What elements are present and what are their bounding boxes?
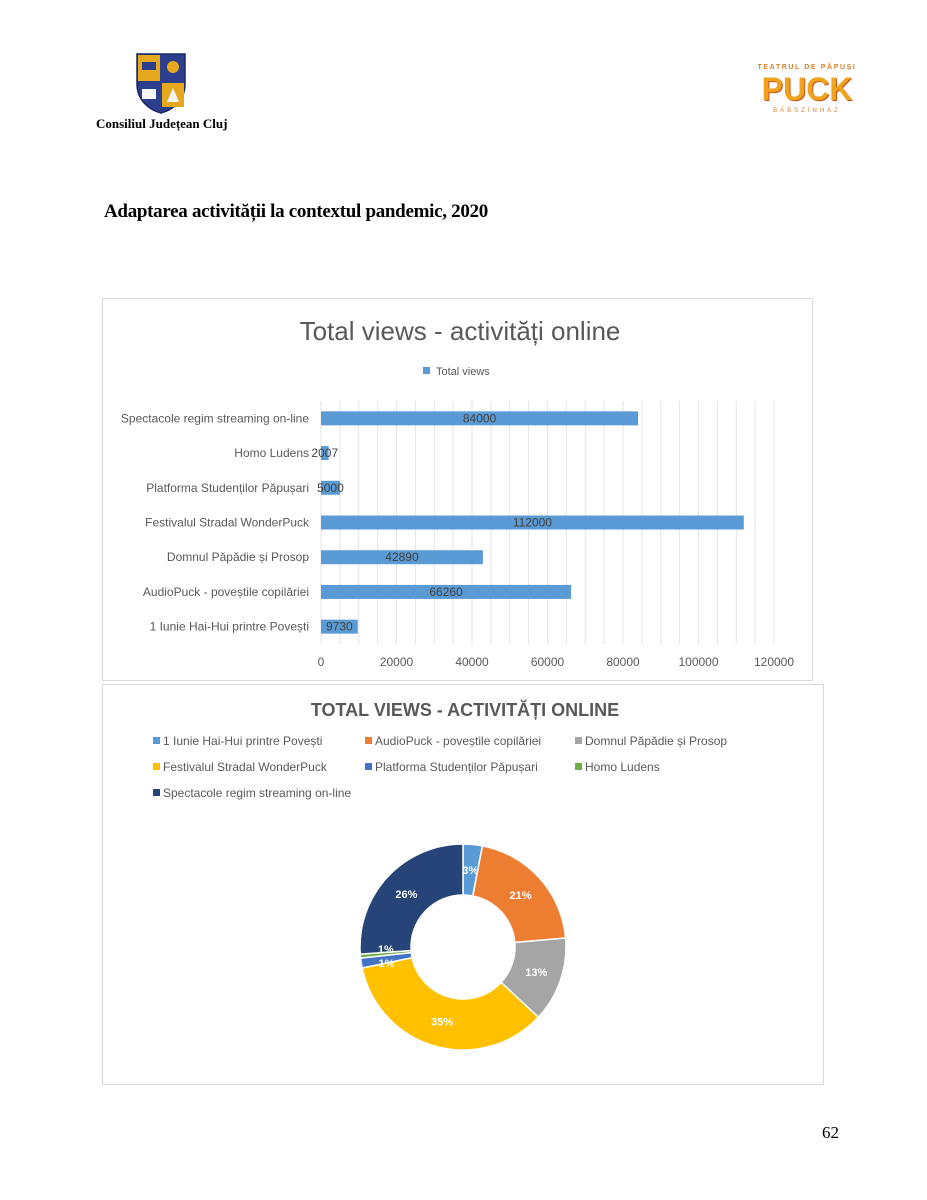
data-label: 5000 <box>317 480 344 495</box>
council-crest-logo <box>133 52 189 114</box>
category-label: Spectacole regim streaming on-line <box>120 411 309 426</box>
category-label: Domnul Păpădie și Prosop <box>166 550 309 565</box>
legend-label: Domnul Păpădie și Prosop <box>585 734 728 748</box>
bar-chart-container <box>102 298 813 681</box>
legend-label: Homo Ludens <box>585 760 660 774</box>
legend-swatch <box>153 737 160 744</box>
bar-chart-title: Total views - activități online <box>299 316 621 346</box>
legend-label: Platforma Studenților Păpușari <box>375 760 538 774</box>
legend-swatch <box>153 763 160 770</box>
legend-swatch <box>365 763 372 770</box>
legend-label: Spectacole regim streaming on-line <box>163 786 352 800</box>
data-label: 2007 <box>311 446 339 461</box>
x-tick-label: 20000 <box>379 655 414 669</box>
slice-percent-label: 26% <box>395 889 418 902</box>
council-name: Consiliul Județean Cluj <box>96 116 228 131</box>
data-label: 84000 <box>462 411 497 426</box>
x-tick-label: 40000 <box>455 655 489 669</box>
legend-label: AudioPuck - poveștile copilăriei <box>375 734 542 748</box>
legend-label: 1 Iunie Hai-Hui printre Povești <box>163 734 323 748</box>
doughnut-chart-container <box>102 684 824 1085</box>
logo-top-text: TEATRUL DE PĂPUȘI <box>757 64 857 71</box>
slice-percent-label: 1% <box>377 943 394 956</box>
x-tick-label: 100000 <box>678 655 719 669</box>
doughnut-chart <box>103 685 823 1084</box>
category-label: Platforma Studenților Păpușari <box>146 480 309 495</box>
page-number: 62 <box>822 1123 839 1142</box>
slice-percent-label: 21% <box>509 890 532 903</box>
category-label: AudioPuck - poveștile copilăriei <box>142 584 309 599</box>
legend-swatch <box>365 737 372 744</box>
slice-percent-label: 1% <box>378 958 395 971</box>
logo-main-text: PUCK <box>761 71 853 107</box>
x-tick-label: 80000 <box>606 655 640 669</box>
logo-bottom-text: BÁBSZÍNHÁZ <box>773 108 841 114</box>
bar-chart <box>103 299 812 680</box>
doughnut-legend <box>153 734 727 800</box>
bar-legend-swatch <box>423 367 430 374</box>
bar-x-ticks <box>318 655 795 669</box>
section-title: Adaptarea activității la contextul pandemic, 2020 <box>104 201 488 222</box>
x-tick-label: 120000 <box>753 655 795 669</box>
x-tick-label: 0 <box>317 655 325 669</box>
bar-category-labels <box>121 411 310 633</box>
legend-label: Festivalul Stradal WonderPuck <box>163 760 327 774</box>
category-label: Festivalul Stradal WonderPuck <box>145 515 309 530</box>
legend-swatch <box>575 737 582 744</box>
bar-series <box>311 411 743 633</box>
slice-percent-label: 13% <box>525 967 548 980</box>
slice-percent-label: 3% <box>462 864 479 877</box>
data-label: 42890 <box>385 550 419 565</box>
data-label: 9730 <box>326 619 353 634</box>
category-label: 1 Iunie Hai-Hui printre Povești <box>149 619 309 634</box>
legend-swatch <box>575 763 582 770</box>
puck-theatre-logo <box>752 64 862 120</box>
category-label: Homo Ludens <box>234 446 309 461</box>
slice-percent-label: 35% <box>431 1016 454 1029</box>
data-label: 66260 <box>429 584 463 599</box>
legend-swatch <box>153 789 160 796</box>
x-tick-label: 60000 <box>530 655 565 669</box>
doughnut-chart-title: TOTAL VIEWS - ACTIVITĂȚI ONLINE <box>310 700 620 720</box>
data-label: 112000 <box>512 515 552 530</box>
bar-legend-label: Total views <box>436 366 490 378</box>
